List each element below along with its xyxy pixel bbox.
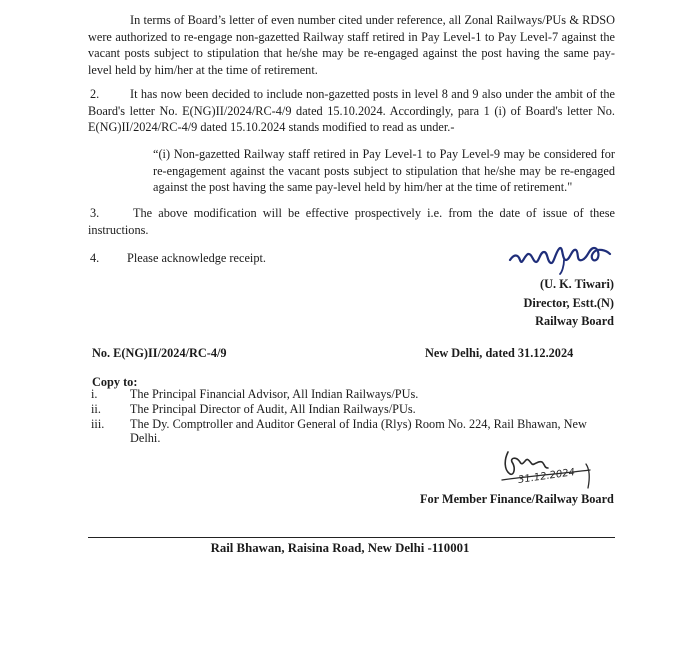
copy-to-list — [88, 387, 628, 446]
paragraph-3 — [88, 205, 615, 238]
copy-to-heading: Copy to: — [92, 375, 138, 389]
list-item-number: i. — [91, 387, 98, 401]
reference-number: No. E(NG)II/2024/RC-4/9 — [92, 346, 227, 360]
paragraph-4-text: Please acknowledge receipt. — [127, 251, 266, 265]
list-item-text: The Principal Financial Advisor, All Indian Railways/PUs. — [129, 387, 419, 401]
place-and-date: New Delhi, dated 31.12.2024 — [425, 346, 574, 360]
paragraph-2-number: 2. — [90, 87, 100, 101]
intro-paragraph: In terms of Board’s letter of even number cited under reference, all Zonal Railways/PUs & RDSO were authorized to re-engage non-gazetted Railway staff retired in Pay Level-1 to Pay Level-7 against the vacant posts subject to stipulation that he/she may be re-engaged against the post having the same pay-level held by him/her at the time of retirement. — [88, 13, 615, 77]
for-member-line: For Member Finance/Railway Board — [420, 492, 614, 506]
signatory-office: Railway Board — [535, 314, 614, 328]
footer-address: Rail Bhawan, Raisina Road, New Delhi -110001 — [210, 541, 470, 555]
list-item — [88, 417, 628, 447]
signatory-designation: Director, Estt.(N) — [523, 295, 614, 310]
handwritten-date: 31.12.2024 — [517, 467, 576, 486]
signatory-block — [524, 275, 615, 331]
paragraph-3-text: The above modification will be effective prospectively i.e. from the date of issue of these instructions. — [88, 206, 615, 237]
paragraph-4-number: 4. — [90, 251, 100, 265]
footer-divider — [88, 537, 615, 538]
list-item — [88, 402, 628, 417]
quoted-provision: “(i) Non-gazetted Railway staff retired in Pay Level-1 to Pay Level-9 may be considered for re-engagement against the vacant posts subject to stipulation that he/she may be re-engaged against the post having the same pay-level held by him/her at the time of retirement." — [153, 147, 615, 194]
signatory-name: (U. K. Tiwari) — [539, 277, 614, 291]
list-item-number: iii. — [91, 416, 105, 431]
list-item-number: ii. — [91, 401, 101, 416]
paragraph-2-text: It has now been decided to include non-gazetted posts in level 8 and 9 also under the ambit of the Board's letter No. E(NG)II/2024/RC-4/9 dated 15.10.2024. Accordingly, para 1 (i) of Board's letter No. E(NG)II/2024/RC-4/9 dated 15.10.2024 stands modified to read as under.- — [88, 87, 615, 134]
list-item-text: The Dy. Comptroller and Auditor General of India (Rlys) Room No. 224, Rail Bhawan, New Delhi. — [130, 416, 587, 446]
paragraph-3-number: 3. — [90, 206, 100, 220]
list-item-text: The Principal Director of Audit, All Indian Railways/PUs. — [129, 401, 416, 416]
paragraph-2 — [88, 86, 615, 136]
list-item — [88, 387, 628, 402]
director-signature-image — [506, 238, 616, 278]
